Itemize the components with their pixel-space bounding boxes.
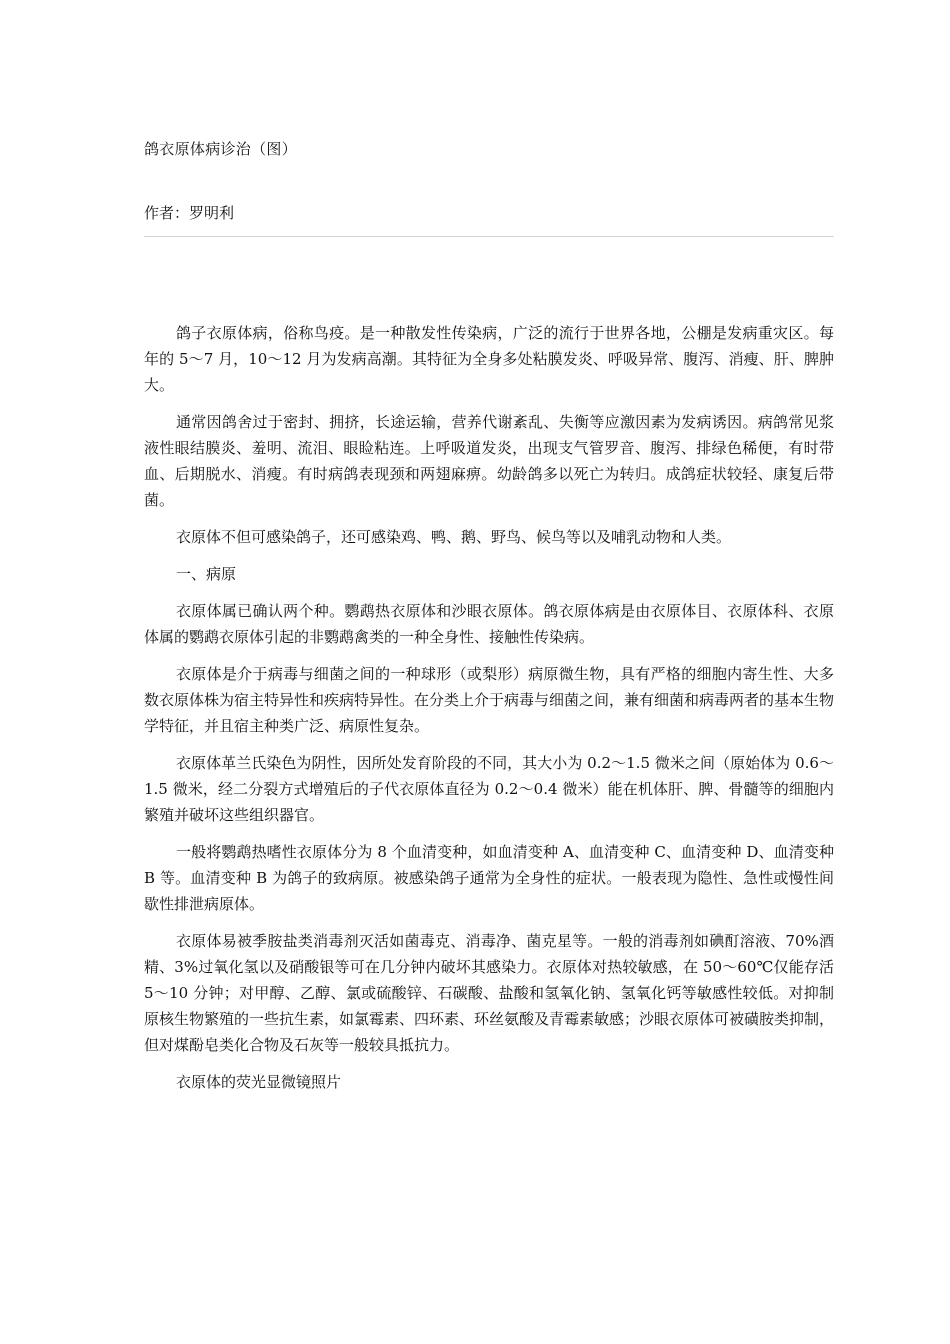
- article-author: 作者：罗明利: [144, 204, 235, 222]
- figure-caption: 衣原体的荧光显微镜照片: [176, 1073, 342, 1091]
- paragraph-hosts: 衣原体不但可感染鸽子，还可感染鸡、鸭、鹅、野鸟、候鸟等以及哺乳动物和人类。: [176, 528, 732, 546]
- article-body: [144, 320, 834, 1106]
- paragraph-intro: 鸽子衣原体病，俗称鸟疫。是一种散发性传染病，广泛的流行于世界各地，公棚是发病重灾区。每年的 5～7 月，10～12 月为发病高潮。其特征为全身多处粘膜发炎、呼吸异常、腹泻、消瘦、肝、脾肿大。: [144, 324, 834, 394]
- header-divider: [144, 236, 834, 237]
- paragraph-serovars: 一般将鹦鹉热嗜性衣原体分为 8 个血清变种，如血清变种 A、血清变种 C、血清变种 D、血清变种 B 等。血清变种 B 为鸽子的致病原。被感染鸽子通常为全身性的症状。一般表现为隐性、急性或慢性间歇性排泄病原体。: [144, 843, 834, 913]
- paragraph-disinfection: 衣原体易被季胺盐类消毒剂灭活如菌毒克、消毒净、菌克星等。一般的消毒剂如碘酊溶液、70%酒精、3%过氧化氢以及硝酸银等可在几分钟内破坏其感染力。衣原体对热较敏感，在 50～60℃仅能存活 5～10 分钟；对甲醇、乙醇、氯或硫酸锌、石碳酸、盐酸和氢氧化钠、氢氧化钙等敏感性较低。对抑制原核生物繁殖的一些抗生素，如氯霉素、四环素、环丝氨酸及青霉素敏感；沙眼衣原体可被磺胺类抑制，但对煤酚皂类化合物及石灰等一般较具抵抗力。: [144, 932, 835, 1054]
- paragraph-species: 衣原体属已确认两个种。鹦鹉热衣原体和沙眼衣原体。鸽衣原体病是由衣原体目、衣原体科、衣原体属的鹦鹉衣原体引起的非鹦鹉禽类的一种全身性、接触性传染病。: [144, 602, 834, 646]
- paragraph-staining: 衣原体革兰氏染色为阴性，因所处发育阶段的不同，其大小为 0.2～1.5 微米之间（原始体为 0.6～1.5 微米，经二分裂方式增殖后的子代衣原体直径为 0.2～0.4 微米）能在机体肝、脾、骨髓等的细胞内繁殖并破坏这些组织器官。: [144, 754, 834, 824]
- paragraph-nature: 衣原体是介于病毒与细菌之间的一种球形（或梨形）病原微生物，具有严格的细胞内寄生性、大多数衣原体株为宿主特异性和疾病特异性。在分类上介于病毒与细菌之间，兼有细菌和病毒两者的基本生物学特征，并且宿主种类广泛、病原性复杂。: [144, 665, 835, 735]
- article-title: 鸽衣原体病诊治（图）: [144, 140, 298, 158]
- paragraph-causes: 通常因鸽舍过于密封、拥挤，长途运输，营养代谢紊乱、失衡等应激因素为发病诱因。病鸽常见浆液性眼结膜炎、羞明、流泪、眼睑粘连。上呼吸道发炎，出现支气管罗音、腹泻、排绿色稀便，有时带血、后期脱水、消瘦。有时病鸽表现颈和两翅麻痹。幼龄鸽多以死亡为转归。成鸽症状较轻、康复后带菌。: [144, 413, 834, 509]
- section-heading-pathogen: 一、病原: [176, 565, 237, 583]
